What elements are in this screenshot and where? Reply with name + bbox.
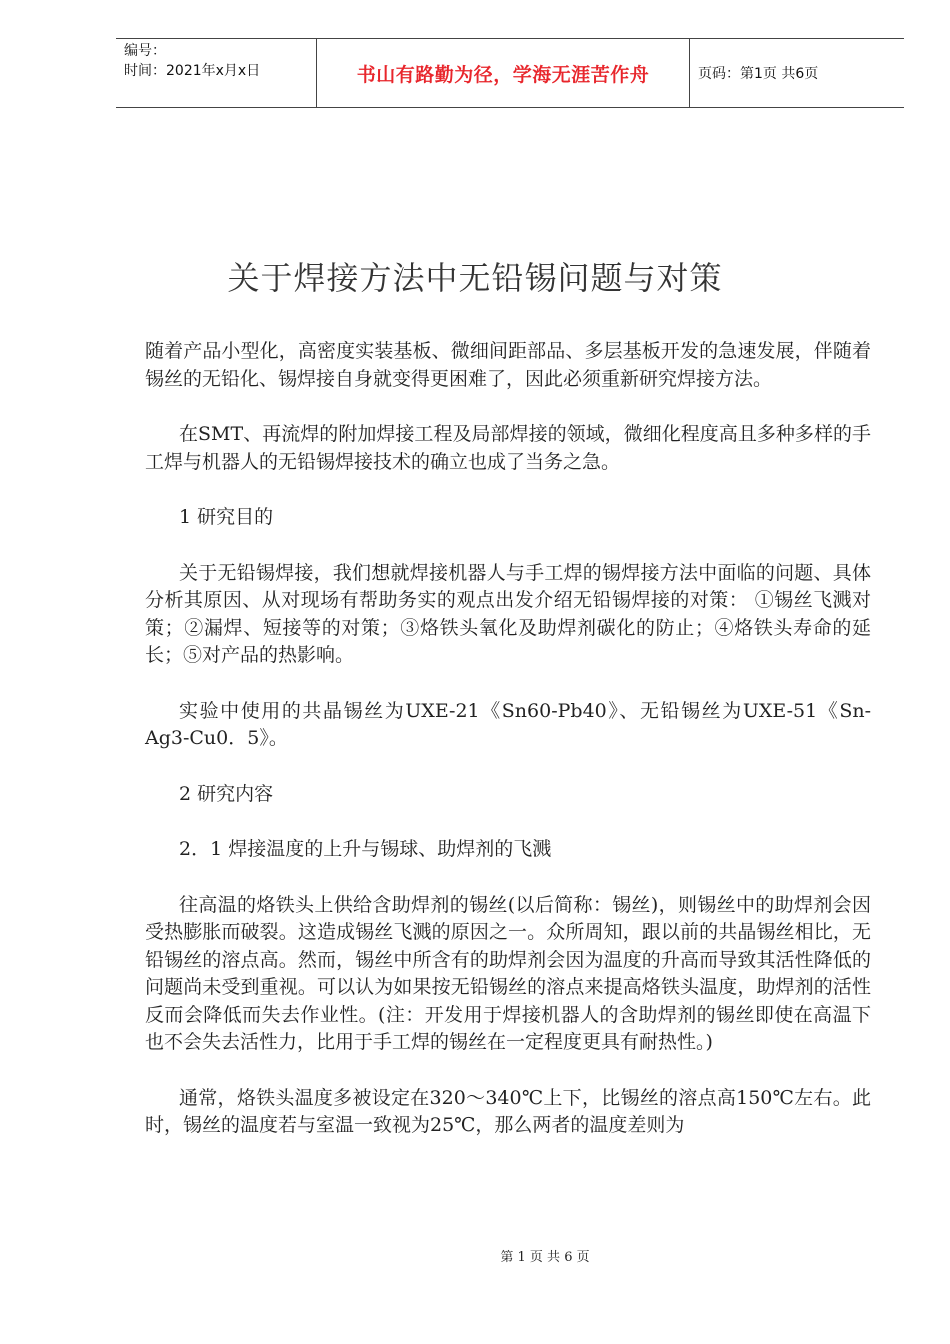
paragraph: 关于无铅锡焊接，我们想就焊接机器人与手工焊的锡焊接方法中面临的问题、具体分析其原因、从对现场有帮助务实的观点出发介绍无铅锡焊接的对策： ①锡丝飞溅对策；②漏焊、短接等的对策；③烙铁头氧化及助焊剂碳化的防止；④烙铁头寿命的延长；⑤对产品的热影响。: [145, 561, 871, 666]
paragraph: 实验中使用的共晶锡丝为UXE-21《Sn60-Pb40》、无铅锡丝为UXE-51《Sn-Ag3-Cu0．5》。: [145, 699, 871, 749]
page-footer: 第 1 页 共 6 页: [500, 1250, 590, 1265]
paragraph-intro: 随着产品小型化，高密度实装基板、微细间距部品、多层基板开发的急速发展，伴随着锡丝的无铅化、锡焊接自身就变得更困难了，因此必须重新研究焊接方法。: [145, 340, 871, 390]
number-label: 编号：: [124, 43, 166, 59]
document-body: [145, 338, 871, 1168]
subsection-heading: 2．1 焊接温度的上升与锡球、助焊剂的飞溅: [179, 838, 552, 860]
section-heading: 2 研究内容: [179, 782, 274, 805]
page-header: [116, 38, 904, 108]
paragraph: 通常，烙铁头温度多被设定在320～340℃上下，比锡丝的溶点高150℃左右。此时，锡丝的温度若与室温一致视为25℃，那么两者的温度差则为: [145, 1086, 871, 1136]
time-label: 时间：2021年x月x日: [124, 63, 261, 79]
paragraph: 往高温的烙铁头上供给含助焊剂的锡丝(以后简称：锡丝)，则锡丝中的助焊剂会因受热膨胀而破裂。这造成锡丝飞溅的原因之一。众所周知，跟以前的共晶锡丝相比，无铅锡丝的溶点高。然而，锡丝中所含有的助焊剂会因为温度的升高而导致其活性降低的问题尚未受到重视。可以认为如果按无铅锡丝的溶点来提高烙铁头温度，助焊剂的活性反而会降低而失去作业性。(注：开发用于焊接机器人的含助焊剂的锡丝即使在高温下也不会失去活性力，比用于手工焊的锡丝在一定程度更具有耐热性。): [145, 893, 871, 1053]
section-heading: 1 研究目的: [179, 506, 274, 528]
header-page-info: 页码：第1页 共6页: [698, 66, 819, 82]
header-motto: 书山有路勤为径，学海无涯苦作舟: [316, 39, 690, 107]
header-meta: [116, 39, 316, 107]
paragraph: 在SMT、再流焊的附加焊接工程及局部焊接的领域，微细化程度高且多种多样的手工焊与机器人的无铅锡焊接技术的确立也成了当务之急。: [145, 423, 871, 473]
document-title: 关于焊接方法中无铅锡问题与对策: [227, 259, 723, 297]
